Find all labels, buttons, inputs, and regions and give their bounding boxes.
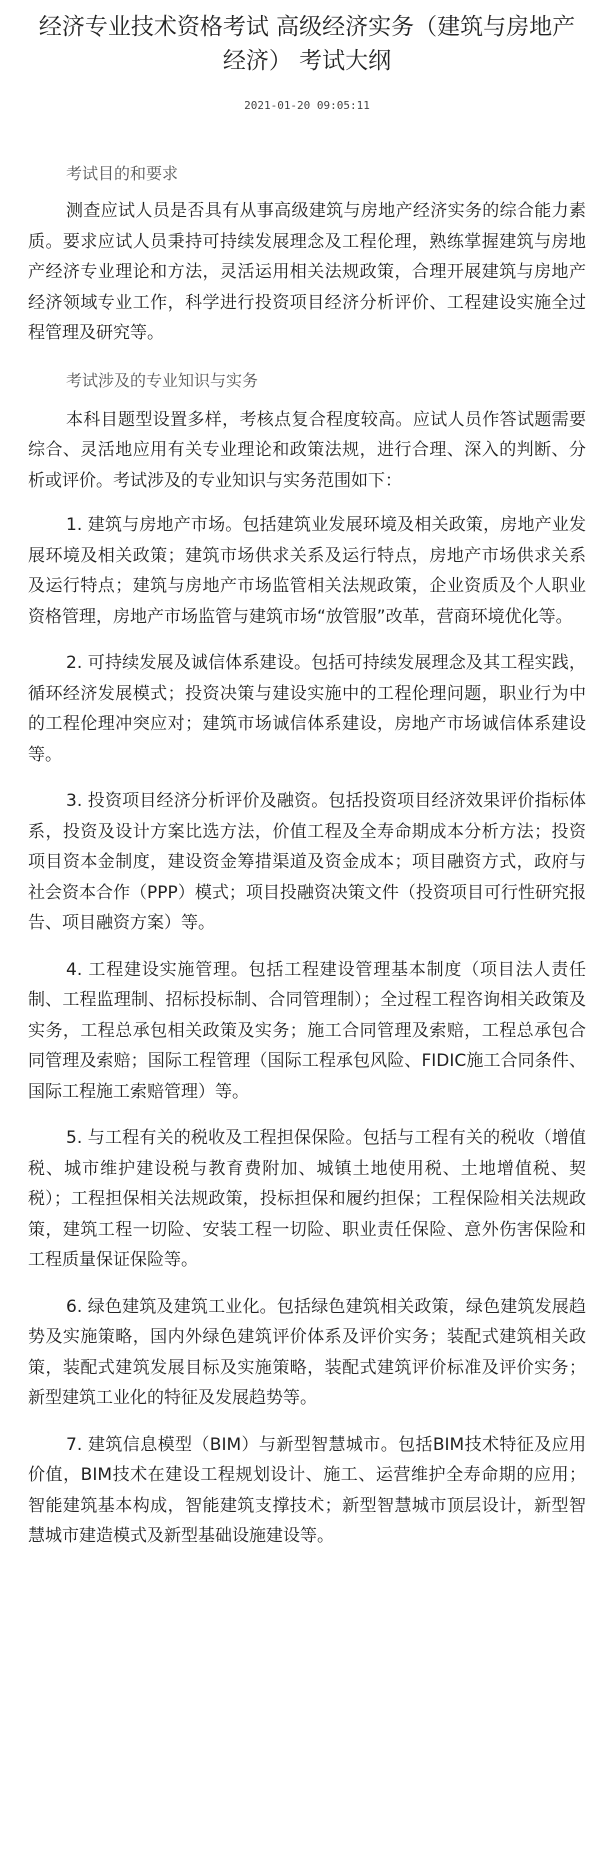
scope-item-5: 5. 与工程有关的税收及工程担保保险。包括与工程有关的税收（增值税、城市维护建设税与教育费附加、城镇土地使用税、土地增值税、契税）；工程担保相关法规政策，投标担保和履约担保；工程保险相关法规政策，建筑工程一切险、安装工程一切险、职业责任保险、意外伤害保险和工程质量保证保险等。	[28, 1128, 586, 1270]
knowledge-scope-intro: 本科目题型设置多样，考核点复合程度较高。应试人员作答试题需要综合、灵活地应用有关专业理论和政策法规，进行合理、深入的判断、分析或评价。考试涉及的专业知识与实务范围如下：	[28, 409, 586, 491]
scope-item-1: 1. 建筑与房地产市场。包括建筑业发展环境及相关政策，房地产业发展环境及相关政策；建筑市场供求关系及运行特点，房地产市场供求关系及运行特点；建筑与房地产市场监管相关法规政策，企业资质及个人职业资格管理，房地产市场监管与建筑市场“放管服”改革，营商环境优化等。	[28, 515, 586, 627]
section-heading-exam-purpose: 考试目的和要求	[66, 164, 179, 183]
scope-item-3: 3. 投资项目经济分析评价及融资。包括投资项目经济效果评价指标体系，投资及设计方案比选方法，价值工程及全寿命期成本分析方法；投资项目资本金制度，建设资金筹措渠道及资金成本；项目融资方式，政府与社会资本合作（PPP）模式；项目投融资决策文件（投资项目可行性研究报告、项目融资方案）等。	[28, 791, 586, 933]
page-title: 经济专业技术资格考试 高级经济实务（建筑与房地产经济） 考试大纲	[38, 14, 576, 74]
section-heading-knowledge-scope: 考试涉及的专业知识与实务	[66, 370, 259, 390]
scope-item-6: 6. 绿色建筑及建筑工业化。包括绿色建筑相关政策，绿色建筑发展趋势及实施策略，国内外绿色建筑评价体系及评价实务；装配式建筑相关政策，装配式建筑发展目标及实施策略，装配式建筑评价标准及评价实务；新型建筑工业化的特征及发展趋势等。	[28, 1296, 586, 1408]
exam-purpose-paragraph: 测查应试人员是否具有从事高级建筑与房地产经济实务的综合能力素质。要求应试人员秉持可持续发展理念及工程伦理，熟练掌握建筑与房地产经济专业理论和方法，灵活运用相关法规政策，合理开展建筑与房地产经济领域专业工作，科学进行投资项目经济分析评价、工程建设实施全过程管理及研究等。	[28, 201, 586, 343]
document-page	[0, 10, 614, 1552]
scope-item-7: 7. 建筑信息模型（BIM）与新型智慧城市。包括BIM技术特征及应用价值，BIM技术在建设工程规划设计、施工、运营维护全寿命期的应用；智能建筑基本构成，智能建筑支撑技术；新型智慧城市顶层设计，新型智慧城市建造模式及新型基础设施建设等。	[28, 1434, 586, 1546]
scope-item-4: 4. 工程建设实施管理。包括工程建设管理基本制度（项目法人责任制、工程监理制、招标投标制、合同管理制）；全过程工程咨询相关政策及实务，工程总承包相关政策及实务；施工合同管理及索赔，工程总承包合同管理及索赔；国际工程管理（国际工程承包风险、FIDIC施工合同条件、国际工程施工索赔管理）等。	[28, 959, 586, 1102]
scope-item-2: 2. 可持续发展及诚信体系建设。包括可持续发展理念及其工程实践，循环经济发展模式；投资决策与建设实施中的工程伦理问题，职业行为中的工程伦理冲突应对；建筑市场诚信体系建设，房地产市场诚信体系建设等。	[28, 653, 586, 765]
publish-timestamp: 2021-01-20 09:05:11	[244, 99, 370, 112]
